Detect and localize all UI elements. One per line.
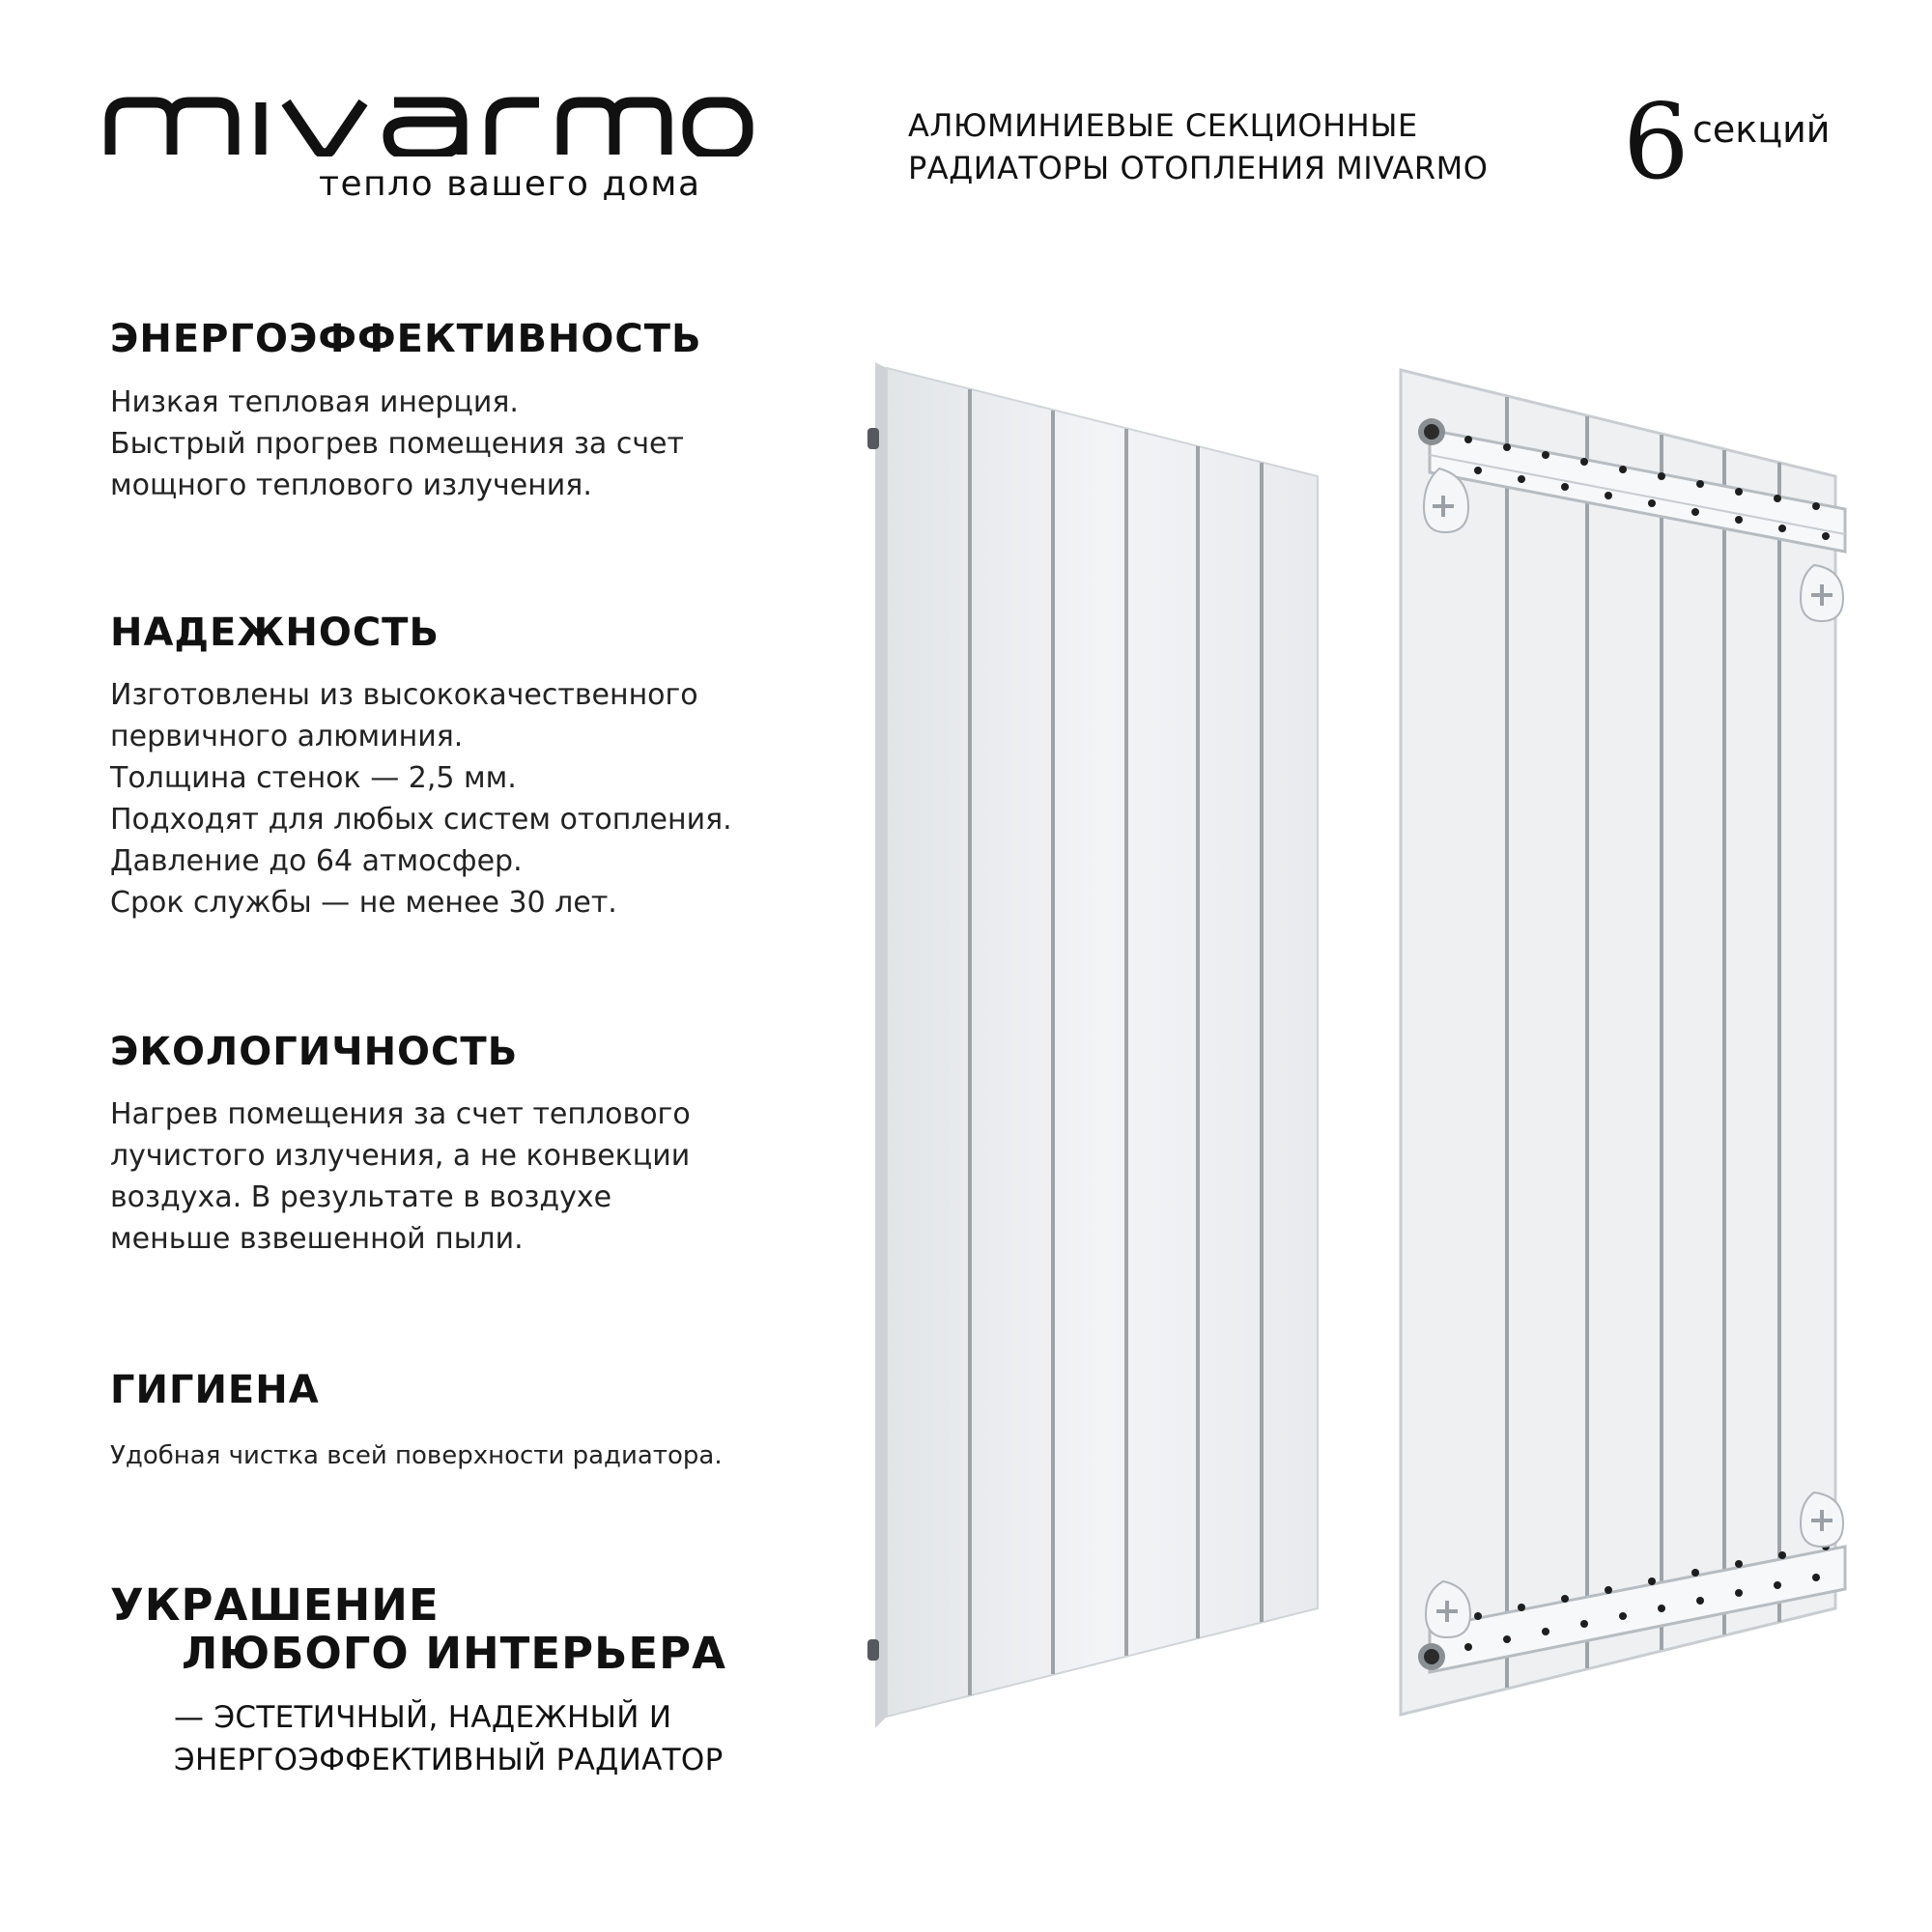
- sections-label: секций: [1692, 108, 1831, 151]
- product-title: [908, 104, 1488, 189]
- brand-tagline: тепло вашего дома: [319, 164, 701, 204]
- product-title-line2: РАДИАТОРЫ ОТОПЛЕНИЯ MIVARMO: [908, 150, 1489, 186]
- mivarmo-logo: [104, 97, 753, 156]
- radiator-back-view: [1362, 362, 1864, 1734]
- feature-text-reliability: Изготовлены из высококачественного первичного алюминия. Толщина стенок — 2,5 мм. Подходят для любых систем отопления. Давление до 64 атмосфер. Срок службы — не менее 30 лет.: [110, 678, 732, 920]
- decor-title-line2: ЛЮБОГО ИНТЕРЬЕРА: [182, 1628, 726, 1679]
- feature-title-reliability: НАДЕЖНОСТЬ: [110, 611, 440, 655]
- sections-count: 6: [1623, 82, 1690, 203]
- decor-subtitle-line1: — ЭСТЕТИЧНЫЙ, НАДЕЖНЫЙ И: [174, 1700, 672, 1735]
- feature-text-energy: Низкая тепловая инерция. Быстрый прогрев помещения за счет мощного теплового излучения.: [110, 385, 684, 502]
- decor-subtitle-line2: ЭНЕРГОЭФФЕКТИВНЫЙ РАДИАТОР: [174, 1743, 724, 1777]
- feature-title-energy: ЭНЕРГОЭФФЕКТИВНОСТЬ: [110, 317, 702, 361]
- feature-text-hygiene: Удобная чистка всей поверхности радиатора.: [110, 1441, 723, 1470]
- product-title-line1: АЛЮМИНИЕВЫЕ СЕКЦИОННЫЕ: [908, 107, 1418, 144]
- radiator-front-view: [840, 362, 1343, 1734]
- feature-title-ecology: ЭКОЛОГИЧНОСТЬ: [110, 1030, 519, 1074]
- decor-title-line1: УКРАШЕНИЕ: [110, 1579, 440, 1631]
- feature-text-ecology: Нагрев помещения за счет теплового лучистого излучения, а не конвекции воздуха. В результате в воздухе меньше взвешенной пыли.: [110, 1097, 691, 1256]
- feature-title-hygiene: ГИГИЕНА: [110, 1368, 320, 1412]
